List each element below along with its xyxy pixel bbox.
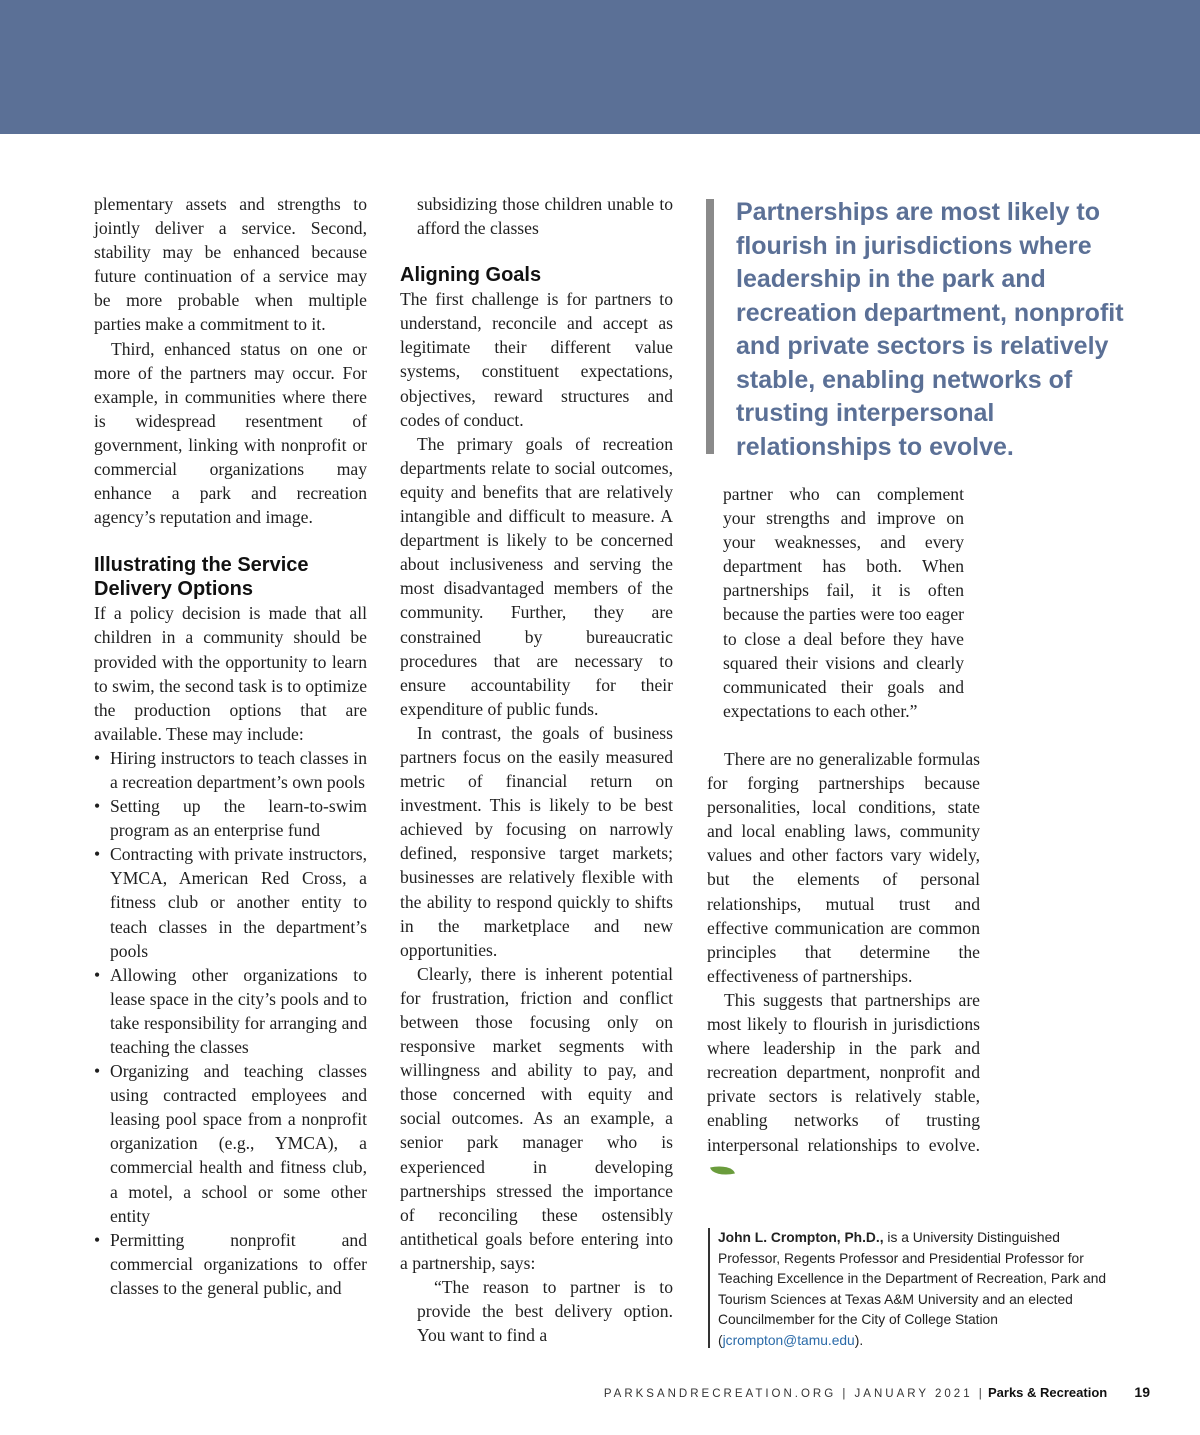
paragraph: In contrast, the goals of business partners focus on the easily measured metric of financial return on investment. This is likely to be best achieved by focusing on narrowly defined, responsive target markets; businesses are relatively flexible with the ability to respond quickly to shifts in the marketplace and new opportunities. xyxy=(400,722,673,960)
block-quote: “The reason to partner is to provide the best delivery option. You want to find a xyxy=(417,1277,673,1346)
pull-quote-bar xyxy=(706,199,714,454)
block-quote: partner who can complement your strengths and improve on your weaknesses, and every department has both. When partnerships fail, it is often because the parties were too eager to close a deal before they have squared their visions and clearly communicated their goals and expectations to each other.” xyxy=(723,484,964,721)
list-item: • Allowing other organizations to lease space in the city’s pools and to take responsibility for arranging and teaching the classes xyxy=(94,963,367,1059)
column-3 xyxy=(707,747,980,1181)
list-item: • Organizing and teaching classes using contracted employees and leasing pool space from a nonprofit organization (e.g., YMCA), a commercial health and fitness club, a motel, a school or some other entity xyxy=(94,1059,367,1228)
page-number: 19 xyxy=(1134,1384,1150,1400)
bullet-list xyxy=(94,746,367,1300)
page-footer xyxy=(560,1384,1150,1400)
paragraph: If a policy decision is made that all children in a community should be provided with the opportunity to learn to swim, the second task is to optimize the production options that are available. These may include: xyxy=(94,603,367,744)
header-banner xyxy=(0,0,1200,134)
footer-site: PARKSANDRECREATION.ORG | JANUARY 2021 | xyxy=(603,1388,985,1400)
paragraph: Third, enhanced status on one or more of the partners may occur. For example, in communities where there is widespread resentment of government, linking with nonprofit or commercial organizations may enhance a park and recreation agency’s reputation and image. xyxy=(94,338,367,528)
bio-bar xyxy=(708,1228,710,1348)
list-item: • Permitting nonprofit and commercial organizations to offer classes to the general public, and xyxy=(94,1228,367,1300)
pull-quote-text: Partnerships are most likely to flourish in jurisdictions where leadership in the park and recreation department, nonprofit and private sectors is relatively stable, enabling networks of trusting interpersonal relationships to evolve. xyxy=(736,198,1124,461)
paragraph xyxy=(707,988,980,1181)
paragraph: Clearly, there is inherent potential for frustration, friction and conflict between those focusing only on responsive market segments with willingness and ability to pay, and those concerned with equity and social outcomes. As an example, a senior park manager who is experienced in developing partnerships stressed the importance of reconciling these ostensibly antithetical goals before entering into a partnership, says: xyxy=(400,963,673,1273)
paragraph-text: This suggests that partnerships are most likely to flourish in jurisdictions where leadership in the park and recreation department, nonprofit and private sectors is relatively stable, enabling networks of trusting interpersonal relationships to evolve. xyxy=(707,989,980,1155)
author-bio xyxy=(708,1228,1108,1348)
column-2 xyxy=(400,192,673,1347)
list-item-continuation: subsidizing those children unable to afford the classes xyxy=(417,194,673,239)
paragraph: There are no generalizable formulas for forging partnerships because personalities, local conditions, state and local enabling laws, community values and other factors vary widely, but the elements of personal relationships, mutual trust and effective communication are common principles that determine the effectiveness of partnerships. xyxy=(707,749,980,986)
author-name: John L. Crompton, Ph.D., xyxy=(718,1230,884,1245)
footer-magazine: Parks & Recreation xyxy=(987,1385,1108,1400)
paragraph: plementary assets and strengths to jointly deliver a service. Second, stability may be enhanced because future continuation of a service may be more probable when multiple parties make a commitment to it. xyxy=(94,194,367,335)
paragraph: The first challenge is for partners to understand, reconcile and accept as legitimate their different value systems, constituent expectations, objectives, reward structures and codes of conduct. xyxy=(400,289,673,430)
bio-text xyxy=(718,1228,1108,1351)
bio-body: is a University Distinguished Professor, Regents Professor and Presidential Professor for Teaching Excellence in the Department of Recreation, Park and Tourism Sciences at Texas A&M University and an elected Councilmember for the City of College Station ( xyxy=(718,1230,1107,1348)
list-item: • Contracting with private instructors, YMCA, American Red Cross, a fitness club or another entity to teach classes in the department’s pools xyxy=(94,842,367,962)
leaf-icon xyxy=(710,1163,735,1179)
section-heading: Illustrating the Service Delivery Options xyxy=(94,554,309,601)
paragraph: The primary goals of recreation departments relate to social outcomes, equity and benefits that are relatively intangible and difficult to measure. A department is likely to be concerned about inclusiveness and serving the most disadvantaged members of the community. Further, they are constrained by bureaucratic procedures that are necessary to ensure accountability for their expenditure of public funds. xyxy=(400,433,673,719)
bio-end: ). xyxy=(854,1332,864,1348)
block-quote-continued xyxy=(723,482,964,723)
author-email-link[interactable]: jcrompton@tamu.edu xyxy=(722,1332,855,1348)
pull-quote xyxy=(706,198,1126,461)
section-heading: Aligning Goals xyxy=(400,264,542,287)
list-item: • Setting up the learn-to-swim program as an enterprise fund xyxy=(94,794,367,842)
column-1 xyxy=(94,192,367,1300)
list-item: • Hiring instructors to teach classes in a recreation department’s own pools xyxy=(94,746,367,794)
